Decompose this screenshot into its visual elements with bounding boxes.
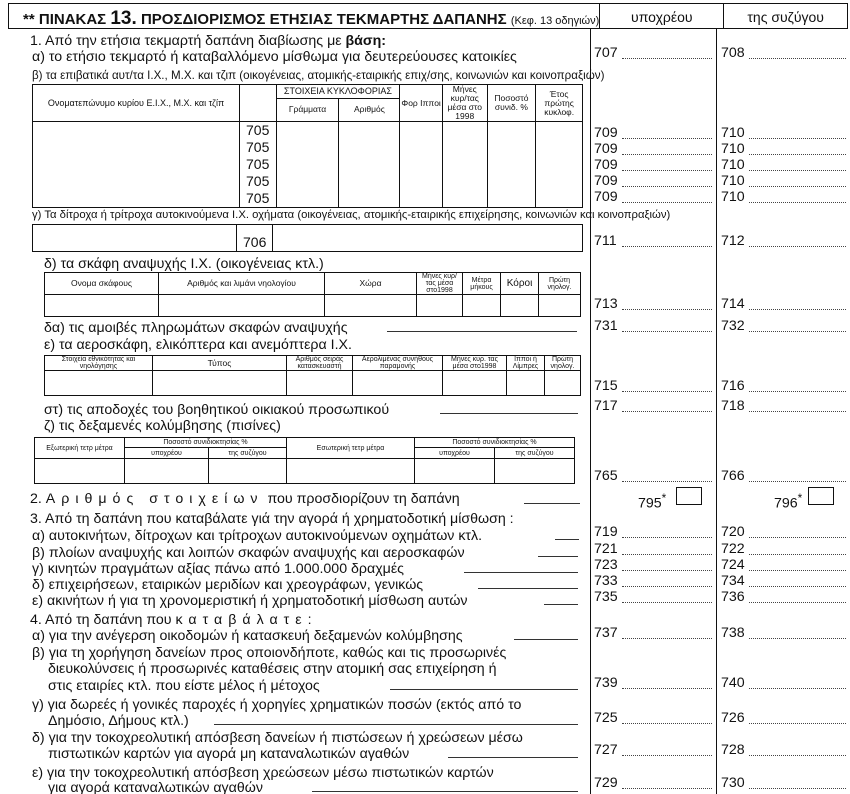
code-710: 710 <box>721 173 745 189</box>
aircraft-cell[interactable] <box>545 371 581 396</box>
fill-line <box>390 689 578 690</box>
item-4d-line2: πιστωτικών καρτών για αγορά μη καταναλωτικών αγαθών <box>48 746 410 762</box>
car-table <box>32 84 583 208</box>
code-715: 715 <box>594 378 618 394</box>
code-709: 709 <box>594 125 618 141</box>
fill-line <box>387 331 577 332</box>
title-part-b: ΠΡΟΣΔΙΟΡΙΣΜΟΣ ΕΤΗΣΙΑΣ ΤΕΚΜΑΡΤΗΣ ΔΑΠΑΝΗΣ <box>136 11 507 28</box>
amount-entry-line[interactable] <box>749 309 846 310</box>
column-divider-2 <box>716 29 717 794</box>
boat-registry-header: Αριθμός και λιμάνι νηολογίου <box>159 273 325 295</box>
car-owner-cell[interactable] <box>33 122 240 208</box>
moto-table <box>32 224 583 252</box>
section-2-title <box>30 491 460 508</box>
fill-line <box>214 724 578 725</box>
amount-entry-line[interactable] <box>749 755 846 756</box>
code-724: 724 <box>721 557 745 573</box>
car-letters-cell[interactable] <box>276 122 339 208</box>
aircraft-airport-header: Αερολιμένας συνήθους παραμονής <box>353 356 443 371</box>
title-number: 13. <box>110 8 137 29</box>
car-months-header: Μήνες κυρ/τας μέσα στο 1998 <box>442 85 487 122</box>
car-owner-header: Ονοματεπώνυμο κυρίου Ε.Ι.Χ., Μ.Χ. και τζίπ <box>33 85 240 122</box>
fill-line <box>555 539 579 540</box>
pool-cell[interactable] <box>495 459 575 484</box>
amount-entry-line[interactable] <box>749 638 846 639</box>
code-727: 727 <box>594 742 618 758</box>
boat-table <box>44 272 581 317</box>
pool-indoor-header: Εσωτερική τετρ μέτρα <box>287 438 415 459</box>
asterisk: * <box>661 491 667 505</box>
amount-entry-line[interactable] <box>749 202 846 203</box>
amount-entry-line[interactable] <box>622 638 712 639</box>
item-1d: δ) τα σκάφη αναψυχής Ι.Χ. (οικογένειας κτλ.) <box>44 256 324 272</box>
code-709: 709 <box>594 157 618 173</box>
boat-months-header: Μήνες κυρ/τας μέσα στο1998 <box>417 273 463 295</box>
aircraft-cell[interactable] <box>507 371 545 396</box>
pool-cell[interactable] <box>35 459 125 484</box>
amount-entry-line[interactable] <box>749 788 846 789</box>
boat-first-header: Πρώτη νηολογ. <box>539 273 581 295</box>
moto-data-cell[interactable] <box>273 225 583 252</box>
amount-entry-line[interactable] <box>622 309 712 310</box>
item-4e-line2: για αγορά καταναλωτικών αγαθών <box>48 780 263 794</box>
car-row-code: 705 <box>246 156 270 172</box>
code-737: 737 <box>594 625 618 641</box>
aircraft-reg-header: Στοιχεία εθνικότητας και νηολόγησης <box>45 356 153 371</box>
code-710: 710 <box>721 125 745 141</box>
code-708: 708 <box>721 45 745 61</box>
amount-entry-line[interactable] <box>622 481 712 482</box>
code-718: 718 <box>721 398 745 414</box>
amount-entry-line[interactable] <box>749 723 846 724</box>
item-1a: α) το ετήσιο τεκμαρτό ή καταβαλλόμενο μίσθωμα για δευτερεύουσες κατοικίες <box>32 49 517 65</box>
car-rows <box>33 122 583 208</box>
car-row-code: 705 <box>246 139 270 155</box>
amount-entry-line[interactable] <box>749 154 846 155</box>
code-733: 733 <box>594 573 618 589</box>
amount-entry-line[interactable] <box>749 186 846 187</box>
code-736: 736 <box>721 589 745 605</box>
amount-entry-line[interactable] <box>622 154 712 155</box>
car-pct-header: Ποσοστό συνιδ. % <box>487 85 536 122</box>
amount-entry-line[interactable] <box>622 755 712 756</box>
amount-entry-line[interactable] <box>622 391 712 392</box>
code-765: 765 <box>594 468 618 484</box>
item-1z: ζ) τις δεξαμενές κολύμβησης (πισίνες) <box>44 418 281 434</box>
code-729: 729 <box>594 775 618 791</box>
code-795 <box>638 490 666 513</box>
item-1b: β) τα επιβατικά αυτ/τα Ι.Χ., Μ.Χ. και τζιπ (οικογένειας, ατομικής-εταιρικής επιχ/σης, κοινωνιών και κοινοπραξιών) <box>32 69 605 82</box>
fill-line <box>448 757 578 758</box>
pool-table <box>34 437 575 484</box>
code-766: 766 <box>721 468 745 484</box>
amount-entry-line[interactable] <box>749 481 846 482</box>
aircraft-type-header: Τύπος <box>153 356 287 371</box>
section-1-title-text: 1. Από την ετήσια τεκμαρτή δαπάνη διαβίωσης με <box>30 33 346 49</box>
code-796 <box>774 490 802 513</box>
aircraft-cell[interactable] <box>45 371 153 396</box>
item-4a: α) για την ανέγερση οικοδομών ή κατασκευή δεξαμενών κολύμβησης <box>32 628 463 644</box>
section-1-title-bold: βάση: <box>345 33 386 49</box>
moto-owner-cell[interactable] <box>33 225 237 252</box>
code-707: 707 <box>594 45 618 61</box>
code-730: 730 <box>721 775 745 791</box>
code-709: 709 <box>594 189 618 205</box>
boat-cell[interactable] <box>539 295 581 317</box>
code-720: 720 <box>721 524 745 540</box>
amount-entry-line[interactable] <box>749 554 846 555</box>
code-735: 735 <box>594 589 618 605</box>
code-716: 716 <box>721 378 745 394</box>
code-795-label: 795 <box>638 495 662 512</box>
aircraft-table <box>44 355 581 396</box>
pool-sub-spouse: της συζύγου <box>209 448 287 459</box>
code-796-label: 796 <box>774 495 798 512</box>
moto-code: 706 <box>237 225 273 252</box>
amount-entry-line[interactable] <box>622 170 712 171</box>
code-710: 710 <box>721 141 745 157</box>
item-4b-line3: στις εταιρίες κτλ. που είστε μέλος ή μέτοχος <box>48 678 320 694</box>
amount-entry-line[interactable] <box>622 411 712 412</box>
car-row-code: 705 <box>246 190 270 206</box>
aircraft-cell[interactable] <box>443 371 507 396</box>
item-4e-line1: ε) για την τοκοχρεολυτική απόσβεση χρεώσεων μέσω πιστωτικών καρτών <box>32 765 494 781</box>
item-4d-line1: δ) για την τοκοχρεολυτική απόσβεση δανείων ή πιστώσεων ή χρεώσεων μέσω <box>32 730 523 746</box>
code-719: 719 <box>594 524 618 540</box>
amount-entry-line[interactable] <box>622 202 712 203</box>
table-header <box>8 3 848 29</box>
amount-entry-line[interactable] <box>749 602 846 603</box>
code-709: 709 <box>594 141 618 157</box>
code-739: 739 <box>594 675 618 691</box>
amount-entry-line[interactable] <box>622 138 712 139</box>
item-1st: στ) τις αποδοχές του βοηθητικού οικιακού προσωπικού <box>44 402 390 418</box>
item-3e: ε) ακινήτων ή για τη χρονομεριστική ή χρηματοδοτική μίσθωση αυτών <box>32 593 468 609</box>
item-4b-line2: διευκολύνσεις ή προσωρινές καταθέσεις στην ατομική σας επιχείρηση ή <box>48 661 497 677</box>
count-input-spouse[interactable] <box>808 487 834 505</box>
section-4-spaced: καταβάλατε: <box>175 612 318 628</box>
code-740: 740 <box>721 675 745 691</box>
table-title <box>9 4 600 28</box>
pool-cell[interactable] <box>287 459 415 484</box>
amount-entry-line[interactable] <box>622 331 712 332</box>
amount-entry-line[interactable] <box>749 570 846 571</box>
code-726: 726 <box>721 710 745 726</box>
car-letters-header: Γράμματα <box>276 98 339 121</box>
asterisk: * <box>797 491 803 505</box>
aircraft-hp-header: Ιπποι ή Λίμπρες <box>507 356 545 371</box>
fill-line <box>464 572 578 573</box>
amount-entry-line[interactable] <box>749 58 846 59</box>
amount-entry-line[interactable] <box>749 331 846 332</box>
fill-line <box>440 413 578 414</box>
amount-entry-line[interactable] <box>622 570 712 571</box>
column-divider-1 <box>590 29 591 794</box>
pool-cell[interactable] <box>415 459 495 484</box>
item-1g: γ) Τα δίτροχα ή τρίτροχα αυτοκινούμενα Ι.Χ. οχήματα (οικογένειας, ατομικής-εταιρικής επιχείρησης, κοινωνιών και κοινοπραξιών) <box>32 209 671 221</box>
count-input-taxpayer[interactable] <box>676 487 702 505</box>
amount-entry-line[interactable] <box>622 246 712 247</box>
code-709: 709 <box>594 173 618 189</box>
code-728: 728 <box>721 742 745 758</box>
fill-line <box>514 639 578 640</box>
amount-entry-line[interactable] <box>749 411 846 412</box>
section-2-rest: που προσδιορίζουν τη δαπάνη <box>263 491 460 507</box>
amount-entry-line[interactable] <box>622 537 712 538</box>
pool-cell[interactable] <box>209 459 287 484</box>
code-717: 717 <box>594 398 618 414</box>
pool-pct-header-2: Ποσοστό συνιδιοκτησίας % <box>415 438 575 448</box>
aircraft-cell[interactable] <box>153 371 287 396</box>
title-part-a: ΠΙΝΑΚΑΣ <box>34 11 111 28</box>
amount-entry-line[interactable] <box>749 391 846 392</box>
pool-pct-header-1: Ποσοστό συνιδιοκτησίας % <box>125 438 287 448</box>
fill-line <box>312 791 578 792</box>
section-2-label: 2. <box>30 491 42 507</box>
pool-outdoor-header: Εξωτερική τετρ μέτρα <box>35 438 125 459</box>
boat-cell[interactable] <box>159 295 325 317</box>
section-4-title <box>30 612 318 629</box>
car-hp-cell[interactable] <box>400 122 443 208</box>
fill-line <box>538 556 578 557</box>
amount-entry-line[interactable] <box>749 688 846 689</box>
item-1e: ε) τα αεροσκάφη, ελικόπτερα και ανεμόπτερα Ι.Χ. <box>44 337 352 353</box>
aircraft-months-header: Μήνες κυρ. τας μέσα στο1998 <box>443 356 507 371</box>
amount-entry-line[interactable] <box>749 586 846 587</box>
amount-entry-line[interactable] <box>622 58 712 59</box>
item-3b: β) πλοίων αναψυχής και λοιπών σκαφών αναψυχής και αεροσκαφών <box>32 545 465 561</box>
pool-sub-taxpayer: υποχρέου <box>415 448 495 459</box>
car-circulation-header: ΣΤΟΙΧΕΙΑ ΚΥΚΛΟΦΟΡΙΑΣ <box>276 85 400 99</box>
amount-entry-line[interactable] <box>749 138 846 139</box>
fill-line <box>524 503 580 504</box>
aircraft-serial-header: Αριθμός σειράς κατασκευαστή <box>287 356 353 371</box>
amount-entry-line[interactable] <box>622 688 712 689</box>
item-3d: δ) επιχειρήσεων, εταιρικών μεριδίων και χρεογράφων, γενικώς <box>32 577 424 593</box>
code-713: 713 <box>594 296 618 312</box>
code-723: 723 <box>594 557 618 573</box>
pool-sub-spouse: της συζύγου <box>495 448 575 459</box>
car-row-code: 705 <box>246 122 270 138</box>
code-710: 710 <box>721 189 745 205</box>
aircraft-first-header: Πρώτη νηολογ. <box>545 356 581 371</box>
amount-entry-line[interactable] <box>622 723 712 724</box>
car-code-header <box>240 85 277 122</box>
code-725: 725 <box>594 710 618 726</box>
boat-cell[interactable] <box>45 295 159 317</box>
amount-entry-line[interactable] <box>622 586 712 587</box>
amount-entry-line[interactable] <box>749 537 846 538</box>
code-712: 712 <box>721 233 745 249</box>
section-2-spaced: Αριθμός στοιχείων <box>45 491 264 507</box>
car-pct-cell[interactable] <box>487 122 536 208</box>
amount-entry-line[interactable] <box>749 170 846 171</box>
code-732: 732 <box>721 318 745 334</box>
car-months-cell[interactable] <box>442 122 487 208</box>
section-4-label: 4. Από τη δαπάνη που <box>30 612 176 628</box>
code-731: 731 <box>594 318 618 334</box>
pool-sub-taxpayer: υποχρέου <box>125 448 209 459</box>
item-3g: γ) κινητών πραγμάτων αξίας πάνω από 1.000.000 δραχμές <box>32 561 404 577</box>
boat-cell[interactable] <box>463 295 501 317</box>
code-721: 721 <box>594 541 618 557</box>
aircraft-cell[interactable] <box>353 371 443 396</box>
title-reference: (Κεφ. 13 οδηγιών) <box>510 15 600 27</box>
column-header-spouse: της συζύγου <box>747 9 824 25</box>
title-prefix: ** <box>23 11 35 28</box>
code-738: 738 <box>721 625 745 641</box>
boat-length-header: Μέτρα μήκους <box>463 273 501 295</box>
item-3a: α) αυτοκινήτων, δίτροχων και τρίτροχων αυτοκινούμενων οχημάτων κτλ. <box>32 528 483 544</box>
car-codes <box>240 122 277 208</box>
boat-cell[interactable] <box>417 295 463 317</box>
section-1-title <box>30 33 386 50</box>
aircraft-cell[interactable] <box>287 371 353 396</box>
item-4g-line2: Δημόσιο, Δήμους κτλ.) <box>48 713 189 729</box>
amount-entry-line[interactable] <box>622 602 712 603</box>
item-1da: δα) τις αμοιβές πληρωμάτων σκαφών αναψυχής <box>44 320 348 336</box>
code-710: 710 <box>721 157 745 173</box>
amount-entry-line[interactable] <box>622 788 712 789</box>
amount-entry-line[interactable] <box>622 186 712 187</box>
fill-line <box>544 604 578 605</box>
code-711: 711 <box>594 233 617 249</box>
boat-country-header: Χώρα <box>325 273 417 295</box>
boat-name-header: Ονομα σκάφους <box>45 273 159 295</box>
car-number-cell[interactable] <box>339 122 400 208</box>
boat-cell[interactable] <box>501 295 539 317</box>
car-year-header: Έτος πρώτης κυκλοφ. <box>536 85 583 122</box>
amount-entry-line[interactable] <box>749 246 846 247</box>
amount-entry-line[interactable] <box>622 554 712 555</box>
code-722: 722 <box>721 541 745 557</box>
car-row-code: 705 <box>246 173 270 189</box>
column-header-taxpayer: υποχρέου <box>600 4 724 28</box>
fill-line <box>478 588 578 589</box>
section-3-title: 3. Από τη δαπάνη που καταβάλατε γιά την αγορά ή χρηματοδοτική μίσθωση : <box>30 511 514 527</box>
car-year-cell[interactable] <box>536 122 583 208</box>
code-734: 734 <box>721 573 745 589</box>
boat-kori-header: Κόροι <box>501 273 539 295</box>
car-number-header: Αριθμός <box>339 98 400 121</box>
item-4g-line1: γ) για δωρεές ή γονικές παροχές ή χορηγίες χρηματικών ποσών (εκτός από το <box>32 697 522 713</box>
item-4b-line1: β) για τη χορήγηση δανείων προς οποιονδήποτε, καθώς και τις προσωρινές <box>32 645 507 661</box>
code-714: 714 <box>721 296 745 312</box>
boat-cell[interactable] <box>325 295 417 317</box>
car-hp-header: Φορ Ιππoι <box>400 85 443 122</box>
pool-cell[interactable] <box>125 459 209 484</box>
